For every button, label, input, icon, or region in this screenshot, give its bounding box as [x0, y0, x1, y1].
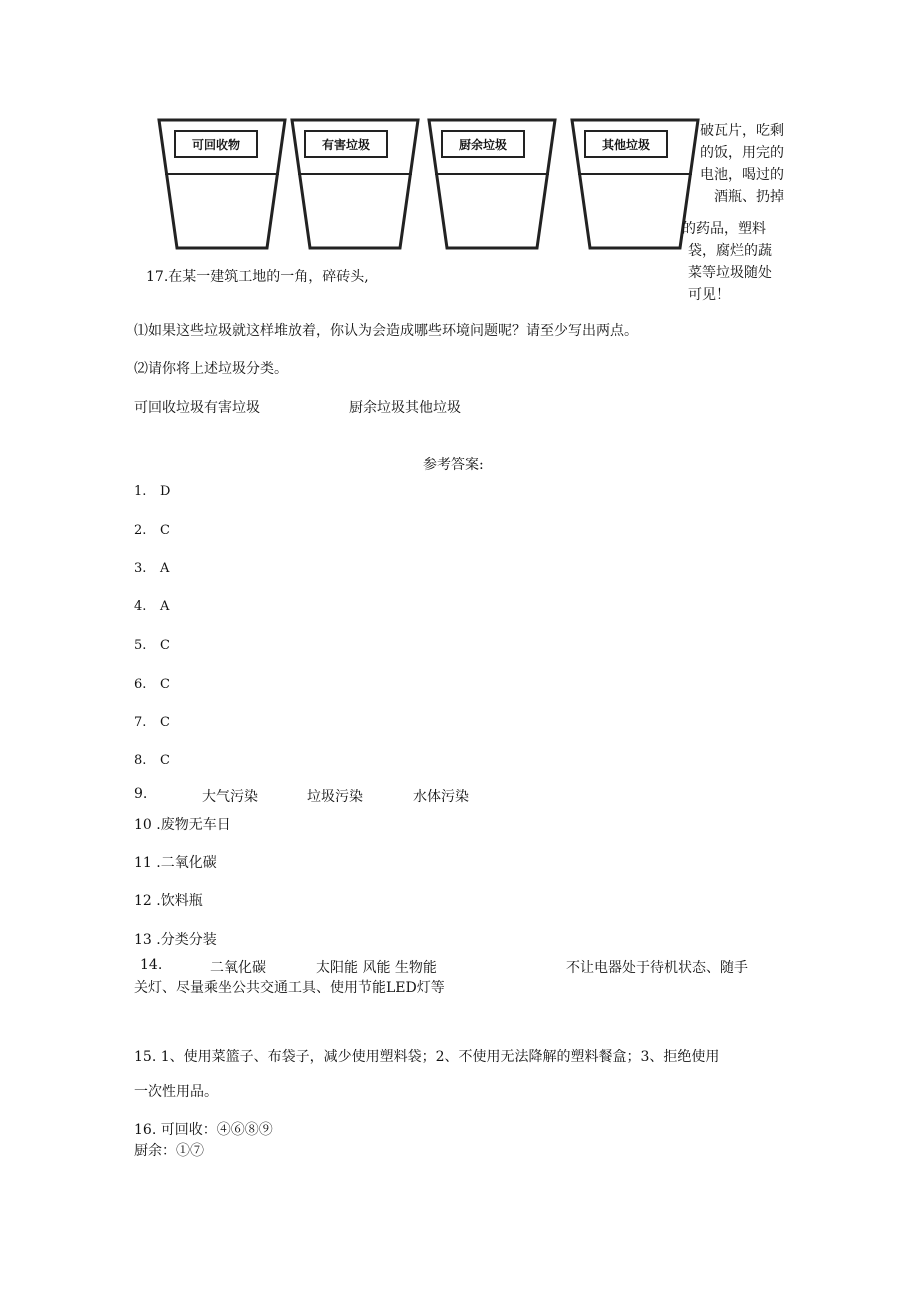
a14-line2: 关灯、尽量乘坐公共交通工具、使用节能LED灯等: [134, 980, 445, 996]
a9-value: 大气污染: [202, 789, 258, 805]
answer-item: [134, 599, 169, 614]
answer-value: C: [160, 638, 170, 653]
bin-label: 有害垃圾: [304, 130, 388, 158]
answer-value: A: [160, 561, 170, 576]
answer-num: 1.: [134, 484, 147, 499]
side-text-bottom: [682, 218, 782, 306]
bin-label: 厨余垃圾: [441, 130, 525, 158]
side-line: 酒瓶、扔掉: [714, 189, 784, 205]
a16-line2: 厨余：①⑦: [134, 1143, 204, 1159]
answer-value: C: [160, 677, 170, 692]
bin-hazardous: [290, 118, 420, 250]
answer-value: C: [160, 715, 170, 730]
side-text-top: [690, 120, 784, 208]
bin-label: 其他垃圾: [584, 130, 668, 158]
answer-num: 7.: [134, 715, 147, 730]
answer-value: D: [160, 484, 171, 499]
side-line: 的药品，塑料: [682, 221, 766, 237]
a14-value: 二氧化碳: [210, 960, 266, 976]
a12: 12 .饮料瓶: [134, 893, 203, 909]
bin-other: [570, 118, 700, 250]
bin-recyclable: [157, 118, 287, 250]
answer-item: [134, 677, 170, 692]
side-line: 破瓦片，吃剩: [700, 123, 784, 139]
a11: 11 .二氧化碳: [134, 855, 217, 871]
q17-part1: ⑴如果这些垃圾就这样堆放着，你认为会造成哪些环境问题呢？请至少写出两点。: [134, 323, 638, 339]
a9-value: 水体污染: [413, 789, 469, 805]
side-line: 电池，喝过的: [700, 167, 784, 183]
a14-value: 太阳能 风能 生物能: [316, 960, 437, 976]
answers-title: 参考答案:: [423, 457, 484, 473]
answer-item: [134, 561, 169, 576]
a15-line1: 15. 1、使用菜篮子、布袋子，减少使用塑料袋；2、不使用无法降解的塑料餐盒；3、拒绝使用: [134, 1049, 720, 1065]
answer-value: C: [160, 753, 170, 768]
side-line: 可见！: [688, 287, 730, 303]
bin-label: 可回收物: [174, 130, 258, 158]
a13: 13 .分类分装: [134, 932, 217, 948]
answer-value: C: [160, 523, 170, 538]
q17-part2: ⑵请你将上述垃圾分类。: [134, 361, 288, 377]
answer-item: [134, 523, 170, 538]
a9-value: 垃圾污染: [307, 789, 363, 805]
answer-num: 6.: [134, 677, 147, 692]
q17-cat-left: 可回收垃圾有害垃圾: [134, 400, 260, 416]
a14-num: 14.: [140, 957, 163, 973]
q17-stem: 17.在某一建筑工地的一角，碎砖头,: [146, 269, 369, 285]
answer-num: 8.: [134, 753, 147, 768]
answer-item: [134, 753, 170, 768]
bin-kitchen: [427, 118, 557, 250]
q17-cat-right: 厨余垃圾其他垃圾: [349, 400, 461, 416]
answer-num: 2.: [134, 523, 147, 538]
answer-item: [134, 638, 170, 653]
side-line: 的饭，用完的: [700, 145, 784, 161]
a10: 10 .废物无车日: [134, 817, 231, 833]
answer-value: A: [160, 599, 170, 614]
side-line: 菜等垃圾随处: [688, 265, 772, 281]
side-line: 袋，腐烂的蔬: [688, 243, 772, 259]
a9-num: 9.: [134, 786, 148, 802]
answer-num: 4.: [134, 599, 147, 614]
a16-line1: 16. 可回收：④⑥⑧⑨: [134, 1122, 273, 1138]
a15-line2: 一次性用品。: [134, 1084, 218, 1100]
answer-num: 3.: [134, 561, 147, 576]
a14-value: 不让电器处于待机状态、随手: [566, 960, 748, 976]
answer-num: 5.: [134, 638, 147, 653]
answer-item: [134, 715, 170, 730]
answer-item: [134, 484, 170, 499]
